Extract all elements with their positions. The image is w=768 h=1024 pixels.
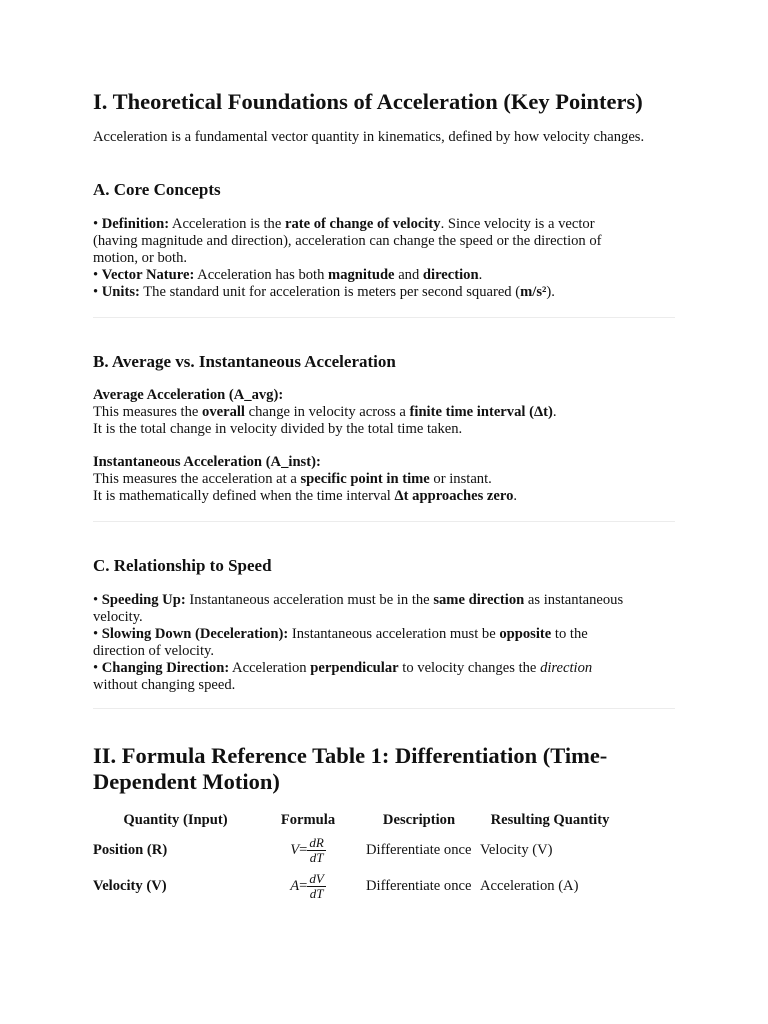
table-row (93, 832, 620, 868)
table-cell-description: Differentiate once (366, 877, 472, 894)
formula-denominator: dT (309, 885, 324, 901)
formula-numerator: dV (309, 870, 324, 886)
relationship-to-speed-list (93, 592, 675, 694)
formula-numerator: dR (309, 834, 324, 850)
units-item: • Units: The standard unit for acceleration is meters per second squared (m/s²). (93, 284, 555, 300)
section-2-title-line-2: Dependent Motion) (93, 769, 280, 794)
instantaneous-acceleration-line-1: This measures the acceleration at a specific point in time or instant. (93, 471, 492, 487)
table-cell-formula (258, 832, 358, 868)
formula-equals: = (299, 877, 308, 894)
formula-lhs: A (290, 877, 300, 894)
average-acceleration-line-1: This measures the overall change in velocity across a finite time interval (Δt). (93, 404, 557, 420)
divider (93, 521, 675, 522)
formula-fraction (307, 872, 325, 901)
table-header-formula: Formula (280, 811, 336, 828)
table-cell-formula (258, 868, 358, 904)
instantaneous-acceleration-label: Instantaneous Acceleration (A_inst): (93, 454, 321, 470)
section-1-intro: Acceleration is a fundamental vector quantity in kinematics, defined by how velocity changes. (93, 129, 645, 145)
divider (93, 708, 675, 709)
formula-fraction (307, 836, 325, 865)
table-header-description: Description (382, 811, 456, 828)
core-concepts-list (93, 216, 675, 301)
relationship-to-speed-heading: C. Relationship to Speed (93, 556, 272, 575)
slowing-down-item-line-2: direction of velocity. (93, 643, 215, 659)
table-header-result: Resulting Quantity (490, 811, 610, 828)
section-1-title: I. Theoretical Foundations of Acceleration (Key Pointers) (93, 89, 643, 114)
speeding-up-item-line-2: velocity. (93, 609, 143, 625)
table-cell-quantity: Position (R) (93, 841, 168, 858)
table-header-quantity: Quantity (Input) (123, 811, 228, 828)
formula-equals: = (299, 841, 308, 858)
table-cell-result: Velocity (V) (480, 841, 553, 858)
average-acceleration-block (93, 387, 675, 438)
average-acceleration-label: Average Acceleration (A_avg): (93, 387, 284, 403)
definition-item: • Definition: Acceleration is the rate of change of velocity. Since velocity is a vector (93, 216, 595, 232)
changing-direction-item-line-2: without changing speed. (93, 677, 236, 693)
section-2-title (93, 743, 693, 795)
formula-reference-table (93, 808, 620, 904)
changing-direction-item: • Changing Direction: Acceleration perpendicular to velocity changes the direction (93, 660, 593, 676)
speeding-up-item: • Speeding Up: Instantaneous acceleration must be in the same direction as instantaneous (93, 592, 624, 608)
table-header-row (93, 808, 620, 832)
definition-item-line-3: motion, or both. (93, 250, 188, 266)
section-2-title-line-1: II. Formula Reference Table 1: Differentiation (Time- (93, 743, 608, 768)
vector-nature-item: • Vector Nature: Acceleration has both magnitude and direction. (93, 267, 483, 283)
slowing-down-item: • Slowing Down (Deceleration): Instantaneous acceleration must be opposite to the (93, 626, 588, 642)
formula-lhs: V (290, 841, 300, 858)
average-acceleration-line-2: It is the total change in velocity divided by the total time taken. (93, 421, 463, 437)
table-cell-result: Acceleration (A) (480, 877, 579, 894)
table-row (93, 868, 620, 904)
divider (93, 317, 675, 318)
core-concepts-heading: A. Core Concepts (93, 180, 221, 199)
table-cell-quantity: Velocity (V) (93, 877, 167, 894)
formula-denominator: dT (309, 849, 324, 865)
average-vs-instantaneous-heading: B. Average vs. Instantaneous Acceleration (93, 352, 396, 371)
definition-item-line-2: (having magnitude and direction), acceleration can change the speed or the direction of (93, 233, 602, 249)
instantaneous-acceleration-line-2: It is mathematically defined when the time interval Δt approaches zero. (93, 488, 518, 504)
instantaneous-acceleration-block (93, 454, 675, 505)
table-cell-description: Differentiate once (366, 841, 472, 858)
